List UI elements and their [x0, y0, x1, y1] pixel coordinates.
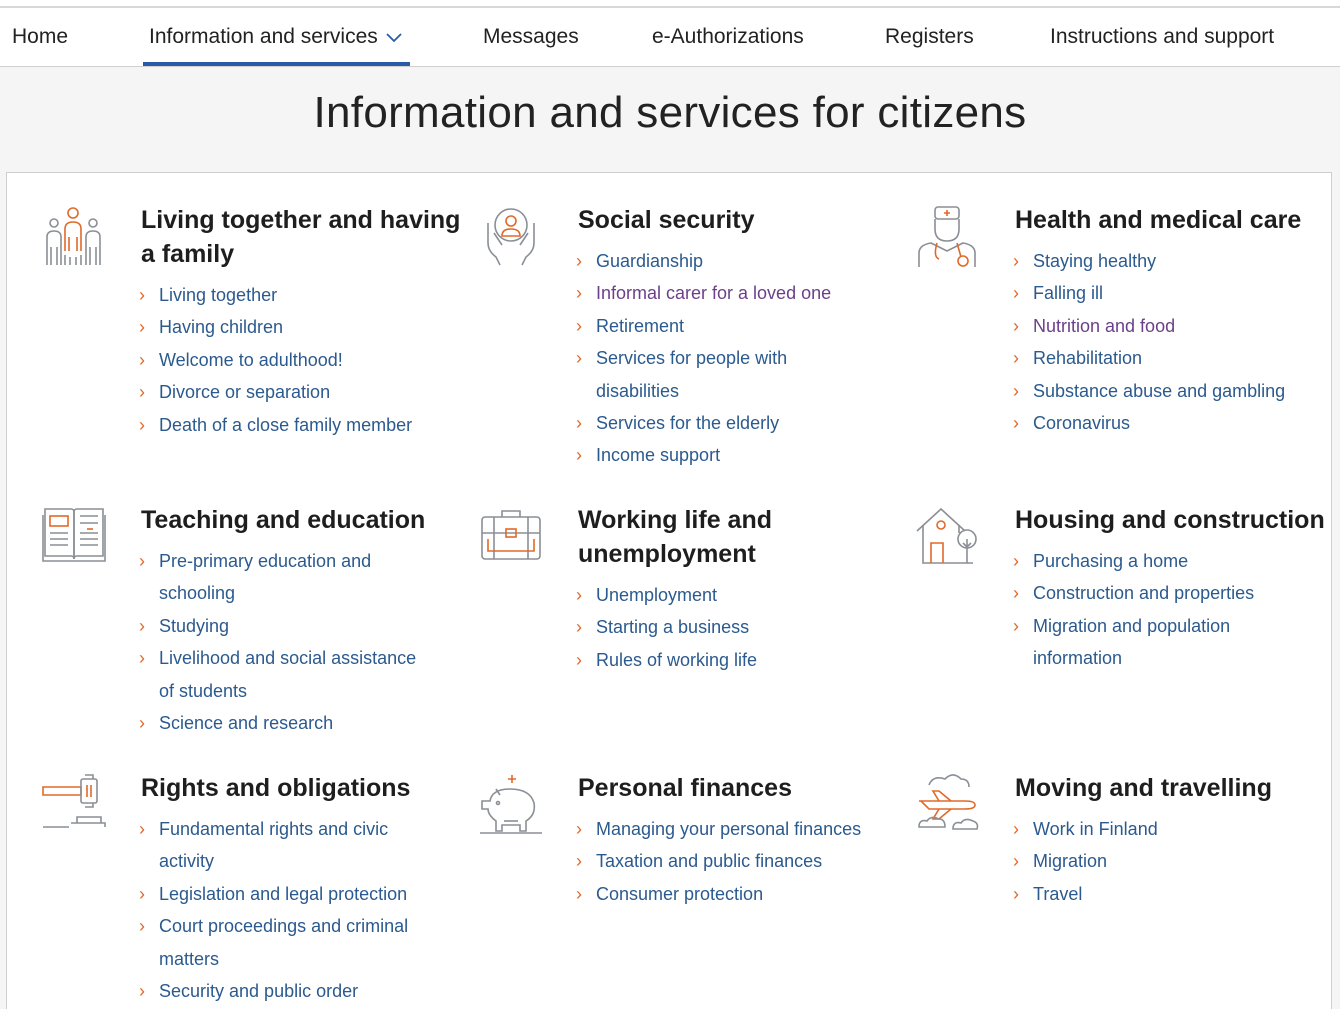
- book-icon: [41, 503, 107, 569]
- chevron-right-icon: ›: [576, 883, 582, 904]
- chevron-right-icon: ›: [139, 382, 145, 403]
- category-link[interactable]: › Divorce or separation: [139, 376, 439, 408]
- category-link[interactable]: › Services for people with disabilities: [576, 342, 836, 407]
- nav-registers-label: Registers: [885, 25, 974, 48]
- category-link[interactable]: › Court proceedings and criminal matters: [139, 910, 409, 975]
- chevron-right-icon: ›: [1013, 615, 1019, 636]
- chevron-right-icon: ›: [139, 414, 145, 435]
- category-title[interactable]: Working life and unemployment: [578, 506, 772, 568]
- chevron-right-icon: ›: [1013, 315, 1019, 336]
- chevron-right-icon: ›: [1013, 348, 1019, 369]
- chevron-right-icon: ›: [139, 883, 145, 904]
- house-icon: [915, 503, 981, 569]
- briefcase-icon: [478, 503, 544, 569]
- chevron-right-icon: ›: [139, 916, 145, 937]
- category-link-list: [139, 279, 439, 441]
- airplane-icon: [915, 771, 981, 837]
- chevron-right-icon: ›: [576, 413, 582, 434]
- category-link[interactable]: › Having children: [139, 311, 439, 343]
- chevron-right-icon: ›: [1013, 251, 1019, 271]
- chevron-right-icon: ›: [576, 251, 582, 271]
- page-title: Information and services for citizens: [313, 88, 1027, 137]
- category-link[interactable]: › Travel: [1013, 878, 1273, 910]
- chevron-right-icon: ›: [576, 819, 582, 839]
- chevron-right-icon: ›: [1013, 851, 1019, 872]
- chevron-right-icon: ›: [139, 819, 145, 839]
- category-link[interactable]: › Rules of working life: [576, 644, 876, 676]
- nav-e-authorizations-label: e-Authorizations: [652, 25, 804, 48]
- category-link-list: [1013, 245, 1313, 439]
- gavel-icon: [41, 771, 107, 837]
- nav-messages-label: Messages: [483, 25, 579, 48]
- chevron-right-icon: ›: [576, 315, 582, 336]
- category-link-list: [576, 245, 836, 472]
- category-link[interactable]: › Falling ill: [1013, 277, 1313, 309]
- category-link-list: [1013, 545, 1273, 675]
- chevron-right-icon: ›: [139, 349, 145, 370]
- category-link[interactable]: › Work in Finland: [1013, 813, 1273, 845]
- category-link-list: [576, 579, 876, 676]
- category-link[interactable]: › Informal carer for a loved one: [576, 277, 836, 309]
- chevron-right-icon: ›: [139, 648, 145, 669]
- category-title[interactable]: Moving and travelling: [1015, 774, 1272, 802]
- piggy-bank-icon: [478, 771, 544, 837]
- category-link[interactable]: › Fundamental rights and civic activity: [139, 813, 409, 878]
- category-link[interactable]: › Taxation and public finances: [576, 845, 876, 877]
- nav-information-label: Information and services: [149, 25, 378, 48]
- nav-instructions-label: Instructions and support: [1050, 25, 1275, 48]
- category-title[interactable]: Living together and having a family: [141, 206, 461, 268]
- chevron-right-icon: ›: [576, 348, 582, 369]
- category-link[interactable]: › Substance abuse and gambling: [1013, 375, 1313, 407]
- family-icon: [41, 203, 107, 269]
- category-title[interactable]: Social security: [578, 206, 755, 234]
- nav-instructions-and-support[interactable]: [1050, 8, 1274, 66]
- category-title[interactable]: Housing and construction: [1015, 506, 1325, 534]
- category-link[interactable]: › Living together: [139, 279, 439, 311]
- category-title[interactable]: Teaching and education: [141, 506, 426, 534]
- nav-messages[interactable]: [483, 8, 579, 66]
- chevron-right-icon: ›: [576, 445, 582, 466]
- category-link-list: [139, 545, 419, 739]
- main-navigation: [0, 8, 1340, 67]
- category-link[interactable]: › Construction and properties: [1013, 577, 1273, 609]
- chevron-right-icon: ›: [1013, 819, 1019, 839]
- category-link[interactable]: › Livelihood and social assistance of students: [139, 642, 419, 707]
- category-link[interactable]: › Security and public order: [139, 975, 409, 1007]
- category-link[interactable]: › Purchasing a home: [1013, 545, 1273, 577]
- category-title[interactable]: Health and medical care: [1015, 206, 1302, 234]
- nav-e-authorizations[interactable]: [652, 8, 804, 66]
- top-border: [0, 0, 1340, 8]
- category-link[interactable]: › Migration: [1013, 845, 1273, 877]
- category-link[interactable]: › Staying healthy: [1013, 245, 1313, 277]
- chevron-right-icon: ›: [576, 649, 582, 670]
- category-link[interactable]: › Guardianship: [576, 245, 836, 277]
- chevron-right-icon: ›: [1013, 883, 1019, 904]
- nav-home[interactable]: [12, 8, 68, 66]
- nav-information-and-services[interactable]: [149, 8, 402, 66]
- categories-panel: [6, 172, 1332, 1009]
- nav-home-label: Home: [12, 25, 69, 48]
- chevron-right-icon: ›: [1013, 583, 1019, 604]
- doctor-icon: [915, 203, 981, 269]
- category-link-list: [1013, 813, 1273, 910]
- chevron-right-icon: ›: [139, 615, 145, 636]
- chevron-right-icon: ›: [576, 585, 582, 605]
- category-link[interactable]: › Welcome to adulthood!: [139, 344, 439, 376]
- category-link-list: [576, 813, 876, 910]
- category-link[interactable]: › Income support: [576, 439, 836, 471]
- category-title[interactable]: Rights and obligations: [141, 774, 411, 802]
- category-link[interactable]: › Death of a close family member: [139, 409, 439, 441]
- chevron-down-icon: [386, 8, 402, 66]
- category-title[interactable]: Personal finances: [578, 774, 792, 802]
- category-link[interactable]: › Science and research: [139, 707, 419, 739]
- chevron-right-icon: ›: [576, 617, 582, 638]
- hands-person-icon: [478, 203, 544, 269]
- category-link[interactable]: › Migration and population information: [1013, 610, 1273, 675]
- category-link[interactable]: › Legislation and legal protection: [139, 878, 409, 910]
- category-link[interactable]: › Studying: [139, 610, 419, 642]
- category-link[interactable]: › Unemployment: [576, 579, 876, 611]
- chevron-right-icon: ›: [1013, 413, 1019, 434]
- category-link[interactable]: › Managing your personal finances: [576, 813, 876, 845]
- category-link[interactable]: › Starting a business: [576, 611, 876, 643]
- category-link[interactable]: › Nutrition and food: [1013, 310, 1313, 342]
- chevron-right-icon: ›: [139, 317, 145, 338]
- category-link-list: [139, 813, 409, 1007]
- chevron-right-icon: ›: [139, 981, 145, 1002]
- category-link[interactable]: › Consumer protection: [576, 878, 876, 910]
- chevron-right-icon: ›: [576, 283, 582, 304]
- chevron-right-icon: ›: [1013, 380, 1019, 401]
- chevron-right-icon: ›: [139, 551, 145, 571]
- chevron-right-icon: ›: [1013, 283, 1019, 304]
- category-link[interactable]: › Services for the elderly: [576, 407, 836, 439]
- chevron-right-icon: ›: [576, 851, 582, 872]
- category-link[interactable]: › Coronavirus: [1013, 407, 1313, 439]
- category-link[interactable]: › Pre-primary education and schooling: [139, 545, 419, 610]
- category-link[interactable]: › Retirement: [576, 310, 836, 342]
- category-link[interactable]: › Rehabilitation: [1013, 342, 1313, 374]
- chevron-right-icon: ›: [139, 285, 145, 305]
- chevron-right-icon: ›: [139, 713, 145, 734]
- nav-registers[interactable]: [885, 8, 974, 66]
- chevron-right-icon: ›: [1013, 551, 1019, 571]
